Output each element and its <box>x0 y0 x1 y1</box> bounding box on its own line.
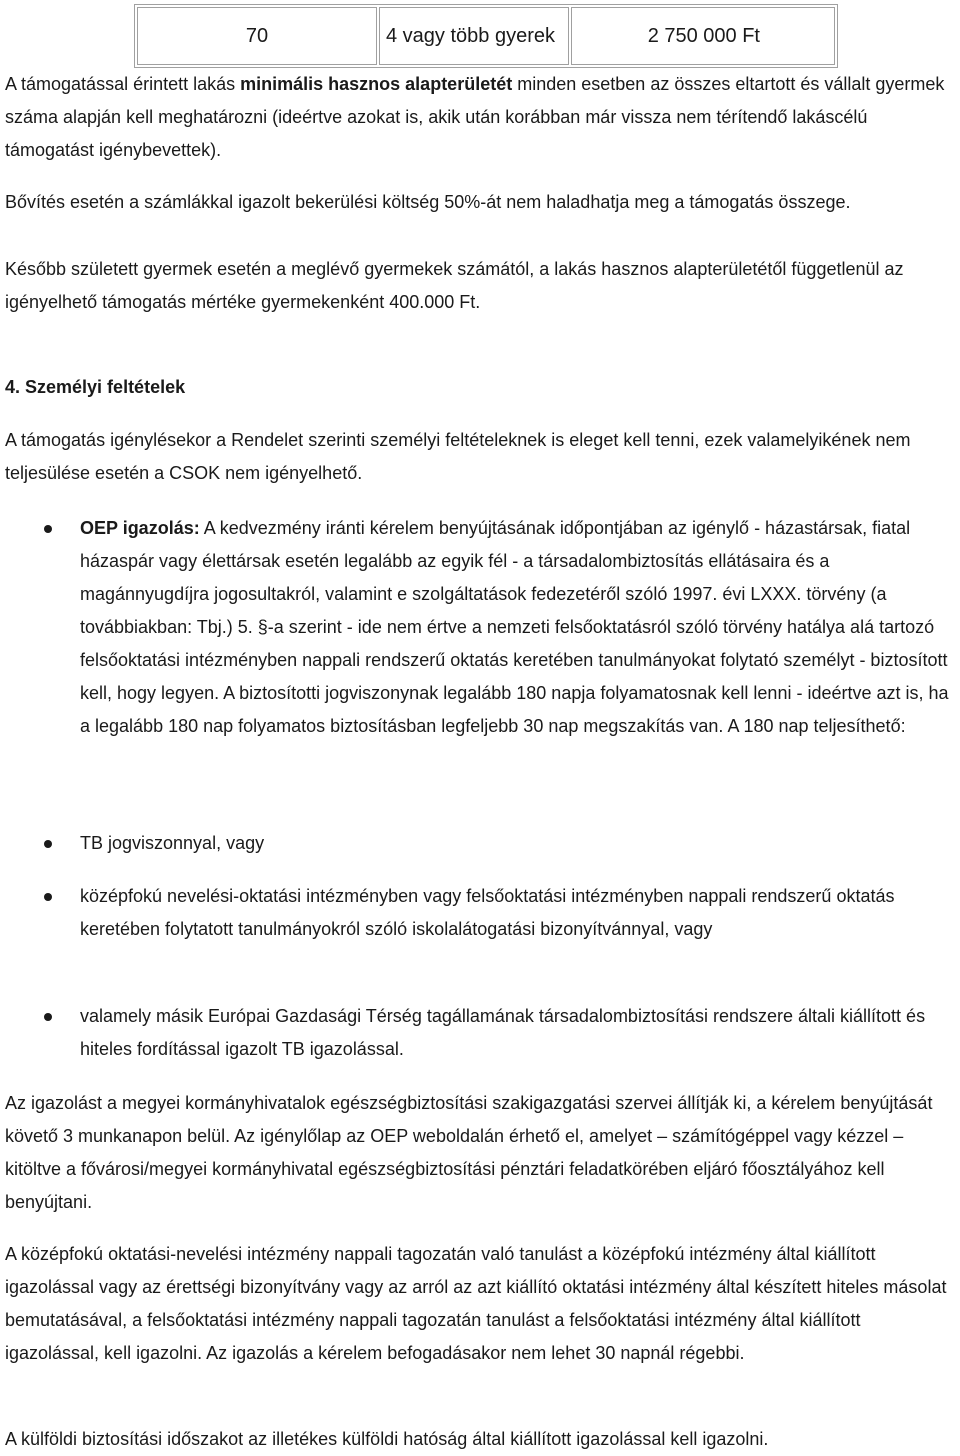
paragraph-min-area <box>5 68 957 167</box>
bullet-icon <box>44 1013 52 1021</box>
paragraph-certificate: Az igazolást a megyei kormányhivatalok egészségbiztosítási szakigazgatási szervei állítják ki, a kérelem benyújtását követő 3 munkanapon belül. Az igénylőlap az OEP weboldalán érhető el, amelyet – számítógéppel vagy kézzel – kitöltve a fővárosi/megyei kormányhivatal egészségbiztosítási pénztári feladatkörében eljáró főosztályához kell benyújtani. <box>5 1093 933 1212</box>
bullet-text: A kedvezmény iránti kérelem benyújtásának időpontjában az igénylő - házastársak, fiatal házaspár vagy élettársak esetén legalább az egyik fél - a társadalombiztosítás ellátásaira és a magánnyugdíjra jogosultakról, valamint e szolgáltatások fedezetéről szóló 1997. évi LXXX. törvény (a továbbiakban: Tbj.) 5. §-a szerint - ide nem értve a nemzeti felsőoktatásról szóló törvény hatálya alá tartozó felsőoktatási intézményben nappali rendszerű oktatás keretében tanulmányokat folytató személyt - biztosított kell, hogy legyen. A biztosítotti jogviszonynak legalább 180 napja folyamatosnak kell lenni - ideértve azt is, ha a legalább 180 nap folyamatos biztosításban legfeljebb 30 nap megszakítás van. A 180 nap teljesíthető: <box>80 518 949 736</box>
text-run: minden esetben az összes eltartott és vállalt gyermek száma alapján kell meghatározni (ideértve azokat is, akik után korábban már vissza nem térítendő lakáscélú támogatást igénybevettek). <box>5 74 945 160</box>
bullet-tb: TB jogviszonnyal, vagy <box>80 833 265 853</box>
amount-table <box>134 4 838 68</box>
bullet-eea: valamely másik Európai Gazdasági Térség tagállamának társadalombiztosítási rendszere általi kiállított és hiteles fordítással igazolt TB igazolással. <box>80 1006 926 1059</box>
paragraph-personal-conditions: A támogatás igénylésekor a Rendelet szerinti személyi feltételeknek is eleget kell tenni, ezek valamelyikének nem teljesülése esetén a CSOK nem igényelhető. <box>5 430 911 483</box>
table-cell-amount: 2 750 000 Ft <box>571 7 835 65</box>
bullet-icon <box>44 525 52 533</box>
paragraph-school-proof: A középfokú oktatási-nevelési intézmény nappali tagozatán való tanulást a középfokú intézmény által kiállított igazolással vagy az érettségi bizonyítvány vagy az arról az azt kiállító oktatási intézmény által készített hiteles másolat bemutatásával, a felsőoktatási intézmény nappali tagozatán tanulást a felsőoktatási intézmény által kiállított igazolással, kell igazolni. Az igazolás a kérelem befogadásakor nem lehet 30 napnál régebbi. <box>5 1244 947 1363</box>
bullet-school: középfokú nevelési-oktatási intézményben vagy felsőoktatási intézményben nappali rendszerű oktatás keretében folytatott tanulmányokról szóló iskolalátogatási bizonyítvánnyal, vagy <box>80 886 895 939</box>
table-row <box>137 7 835 65</box>
paragraph-extension: Bővítés esetén a számlákkal igazolt bekerülési költség 50%-át nem haladhatja meg a támogatás összege. <box>5 192 851 212</box>
bullet-lead: OEP igazolás: <box>80 518 200 538</box>
table-cell-label: 4 vagy több gyerek <box>379 7 569 65</box>
paragraph-later-child: Később született gyermek esetén a meglévő gyermekek számától, a lakás hasznos alapterületétől függetlenül az igényelhető támogatás mértéke gyermekenként 400.000 Ft. <box>5 259 904 312</box>
bullet-icon <box>44 893 52 901</box>
table-cell-number: 70 <box>137 7 377 65</box>
bullet-oep <box>80 512 958 743</box>
text-run: A támogatással érintett lakás <box>5 74 241 94</box>
bullet-icon <box>44 840 52 848</box>
emphasis-min-area: minimális hasznos alapterületét <box>240 74 513 94</box>
section-heading: 4. Személyi feltételek <box>5 377 186 397</box>
paragraph-foreign-insurance: A külföldi biztosítási időszakot az illetékes külföldi hatóság által kiállított igazolással kell igazolni. <box>5 1429 769 1449</box>
